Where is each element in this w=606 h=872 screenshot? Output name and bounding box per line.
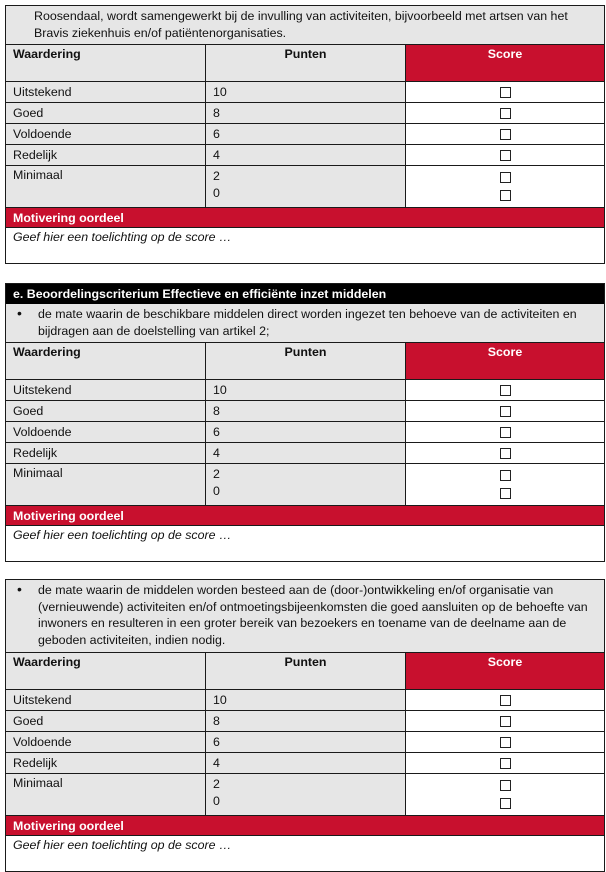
toelichting-field[interactable]: Geef hier een toelichting op de score … (13, 528, 232, 542)
rating-label: Redelijk (6, 753, 206, 773)
rating-points-0: 0 (213, 186, 220, 200)
score-checkbox-pair[interactable] (406, 166, 604, 207)
header-punten: Punten (206, 343, 406, 379)
rating-points (206, 464, 406, 505)
score-checkbox[interactable] (406, 82, 604, 102)
header-row (6, 45, 604, 82)
checkbox-icon[interactable] (500, 488, 511, 499)
header-score: Score (406, 45, 604, 81)
score-checkbox[interactable] (406, 103, 604, 123)
rating-label: Redelijk (6, 443, 206, 463)
rating-points-2: 2 (213, 169, 220, 183)
rating-label: Goed (6, 103, 206, 123)
rating-row (6, 711, 604, 732)
header-score: Score (406, 343, 604, 379)
rating-label: Minimaal (6, 774, 206, 815)
rating-row (6, 82, 604, 103)
rating-row (6, 464, 604, 506)
rating-row (6, 380, 604, 401)
rating-points: 4 (206, 753, 406, 773)
rating-points: 6 (206, 124, 406, 144)
rating-points: 8 (206, 401, 406, 421)
section-e-title: e. Beoordelingscriterium Effectieve en efficiënte inzet middelen (6, 284, 604, 304)
checkbox-icon[interactable] (500, 798, 511, 809)
rating-points: 8 (206, 103, 406, 123)
checkbox-icon[interactable] (500, 716, 511, 727)
rating-points: 4 (206, 145, 406, 165)
checkbox-icon[interactable] (500, 758, 511, 769)
rating-points (206, 774, 406, 815)
checkbox-icon[interactable] (500, 108, 511, 119)
bullet-icon: • (17, 581, 22, 597)
rating-points: 8 (206, 711, 406, 731)
rating-points: 4 (206, 443, 406, 463)
intro-text: Roosendaal, wordt samengewerkt bij de invulling van activiteiten, bijvoorbeeld met artsen van het Bravis ziekenhuis en/of patiëntenorganisaties. (6, 6, 604, 45)
rating-row (6, 774, 604, 816)
score-checkbox[interactable] (406, 690, 604, 710)
bullet-item (6, 580, 604, 653)
score-checkbox[interactable] (406, 422, 604, 442)
score-checkbox[interactable] (406, 732, 604, 752)
checkbox-icon[interactable] (500, 427, 511, 438)
checkbox-icon[interactable] (500, 129, 511, 140)
checkbox-icon[interactable] (500, 448, 511, 459)
rating-label: Goed (6, 401, 206, 421)
rating-label: Voldoende (6, 422, 206, 442)
checkbox-icon[interactable] (500, 150, 511, 161)
header-waardering: Waardering (6, 343, 206, 379)
rating-row (6, 753, 604, 774)
rating-points: 10 (206, 690, 406, 710)
bullet-text: de mate waarin de middelen worden besteed aan de (door-)ontwikkeling en/of organisatie van (vernieuwende) activiteiten en/of ontmoetingsbijeenkomsten die goed aansluiten op de behoefte van inwoners en resulteren in een groter bereik van bezoekers en toename van de deelname aan de geboden activiteiten, indien nodig. (38, 583, 588, 647)
bullet-icon: • (17, 305, 22, 321)
motivering-header: Motivering oordeel (6, 208, 604, 228)
checkbox-icon[interactable] (500, 190, 511, 201)
rating-label: Voldoende (6, 732, 206, 752)
rating-points: 6 (206, 422, 406, 442)
rating-points-2: 2 (213, 467, 220, 481)
rating-points: 10 (206, 82, 406, 102)
rating-row (6, 145, 604, 166)
rating-table-3 (5, 579, 605, 872)
rating-label: Goed (6, 711, 206, 731)
checkbox-icon[interactable] (500, 695, 511, 706)
rating-row (6, 103, 604, 124)
rating-table-1 (5, 5, 605, 264)
rating-points (206, 166, 406, 207)
rating-label: Minimaal (6, 166, 206, 207)
rating-label: Minimaal (6, 464, 206, 505)
rating-row (6, 166, 604, 208)
rating-row (6, 422, 604, 443)
rating-points: 10 (206, 380, 406, 400)
header-row (6, 653, 604, 690)
checkbox-icon[interactable] (500, 385, 511, 396)
score-checkbox[interactable] (406, 401, 604, 421)
bullet-item (6, 304, 604, 343)
header-punten: Punten (206, 653, 406, 689)
header-waardering: Waardering (6, 653, 206, 689)
score-checkbox[interactable] (406, 124, 604, 144)
score-checkbox[interactable] (406, 380, 604, 400)
toelichting-field[interactable]: Geef hier een toelichting op de score … (13, 838, 232, 852)
rating-row (6, 124, 604, 145)
rating-row (6, 690, 604, 711)
rating-points-0: 0 (213, 794, 220, 808)
score-checkbox-pair[interactable] (406, 774, 604, 815)
rating-row (6, 443, 604, 464)
checkbox-icon[interactable] (500, 737, 511, 748)
score-checkbox[interactable] (406, 711, 604, 731)
score-checkbox[interactable] (406, 753, 604, 773)
rating-label: Redelijk (6, 145, 206, 165)
rating-row (6, 732, 604, 753)
checkbox-icon[interactable] (500, 406, 511, 417)
checkbox-icon[interactable] (500, 780, 511, 791)
rating-label: Uitstekend (6, 380, 206, 400)
motivering-header: Motivering oordeel (6, 506, 604, 526)
rating-points: 6 (206, 732, 406, 752)
checkbox-icon[interactable] (500, 172, 511, 183)
header-waardering: Waardering (6, 45, 206, 81)
bullet-text: de mate waarin de beschikbare middelen direct worden ingezet ten behoeve van de activiteiten en bijdragen aan de doelstelling van artikel 2; (38, 307, 577, 338)
header-score: Score (406, 653, 604, 689)
motivering-header: Motivering oordeel (6, 816, 604, 836)
score-checkbox[interactable] (406, 145, 604, 165)
checkbox-icon[interactable] (500, 470, 511, 481)
rating-label: Uitstekend (6, 690, 206, 710)
toelichting-field[interactable]: Geef hier een toelichting op de score … (13, 230, 232, 244)
score-checkbox[interactable] (406, 443, 604, 463)
checkbox-icon[interactable] (500, 87, 511, 98)
rating-points-2: 2 (213, 777, 220, 791)
rating-table-2 (5, 283, 605, 562)
header-row (6, 343, 604, 380)
rating-points-0: 0 (213, 484, 220, 498)
rating-label: Voldoende (6, 124, 206, 144)
rating-label: Uitstekend (6, 82, 206, 102)
rating-row (6, 401, 604, 422)
score-checkbox-pair[interactable] (406, 464, 604, 505)
header-punten: Punten (206, 45, 406, 81)
